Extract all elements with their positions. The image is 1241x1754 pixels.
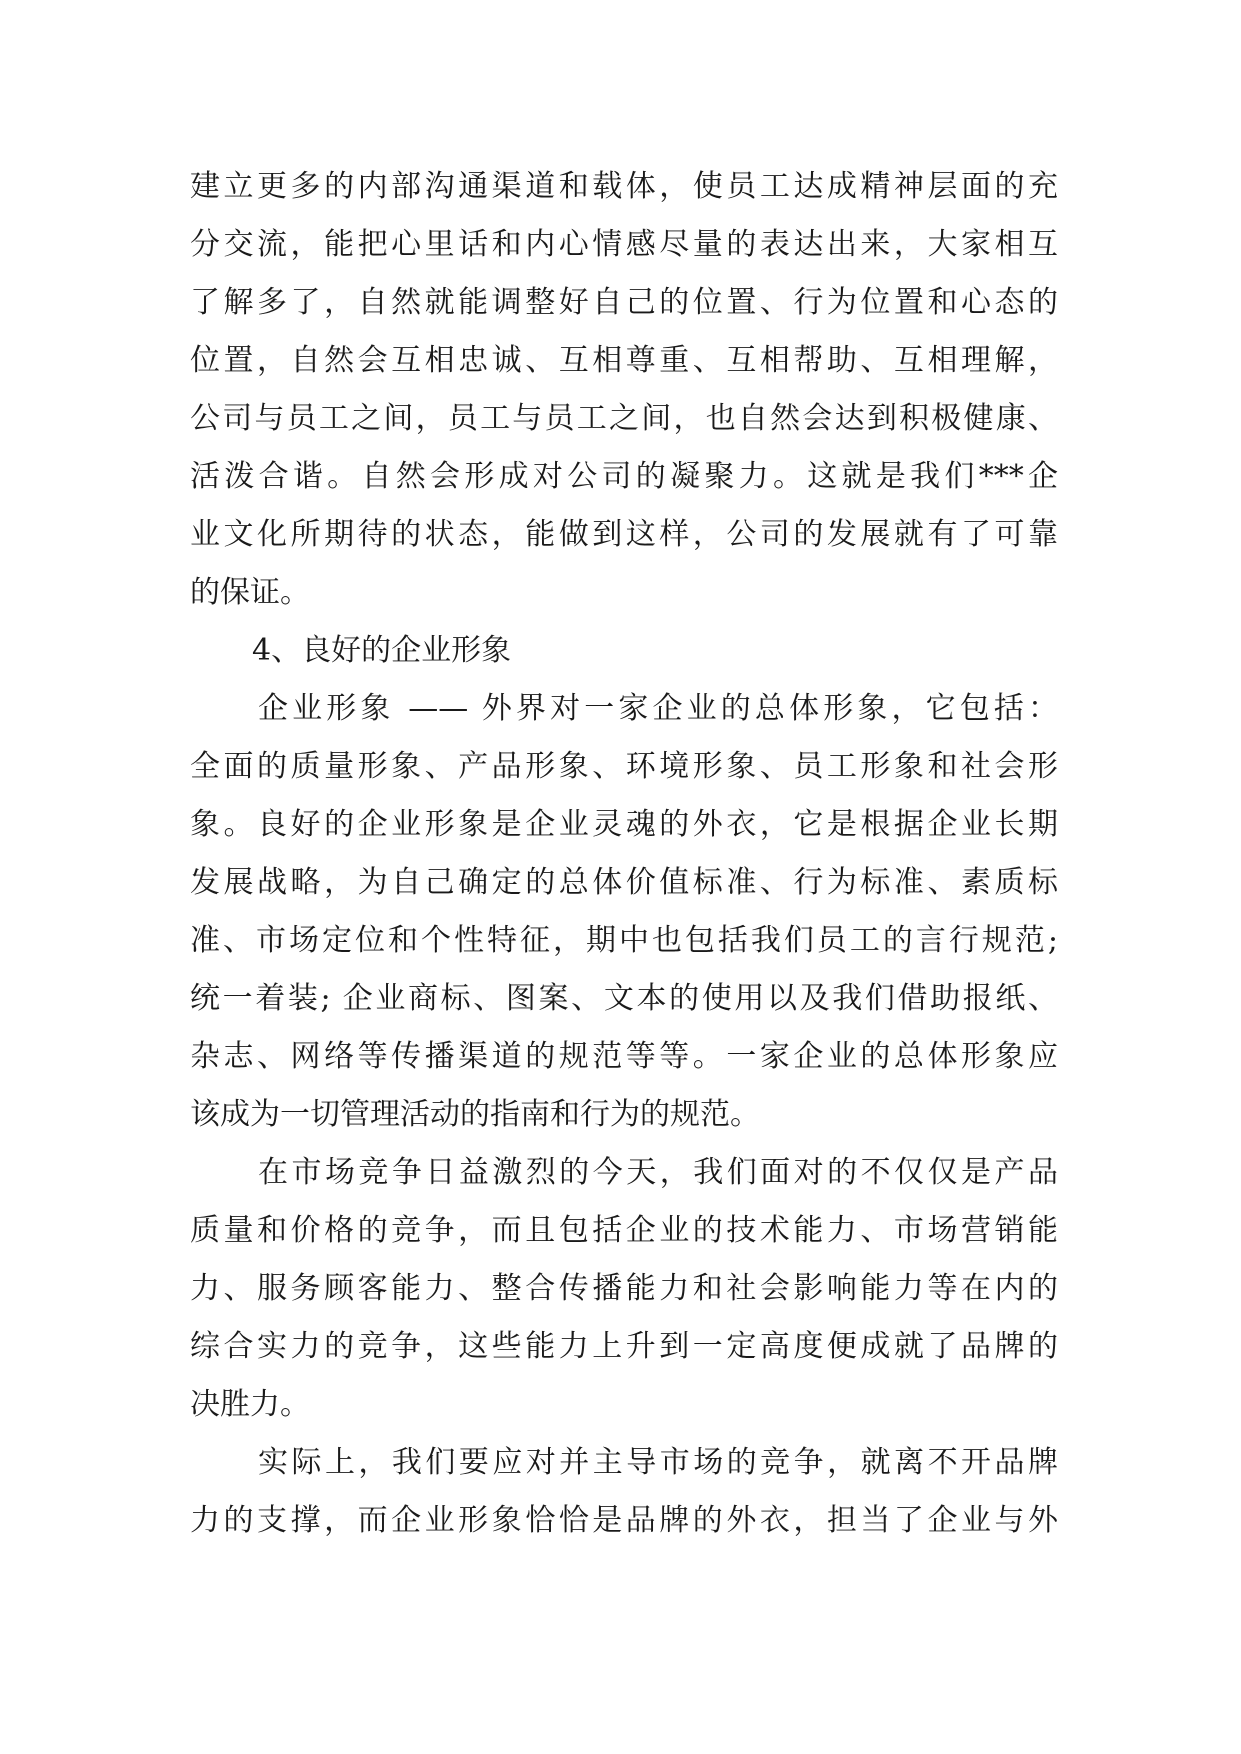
text-line-4: 位置，自然会互相忠诚、互相尊重、互相帮助、互相理解， [190, 343, 1058, 378]
text-line-7: 业文化所期待的状态，能做到这样，公司的发展就有了可靠 [190, 517, 1058, 552]
text-line-11: 全面的质量形象、产品形象、环境形象、员工形象和社会形 [190, 749, 1058, 784]
text-line-24: 力的支撑，而企业形象恰恰是品牌的外衣，担当了企业与外 [190, 1503, 1058, 1538]
text-line-3: 了解多了，自然就能调整好自己的位置、行为位置和心态的 [190, 285, 1058, 320]
text-line-17: 该成为一切管理活动的指南和行为的规范。 [190, 1097, 760, 1132]
text-line-12: 象。良好的企业形象是企业灵魂的外衣，它是根据企业长期 [190, 807, 1058, 842]
text-line-14: 准、市场定位和个性特征，期中也包括我们员工的言行规范; [190, 923, 1058, 958]
text-line-23: 实际上，我们要应对并主导市场的竞争，就离不开品牌 [258, 1445, 1058, 1480]
text-line-13: 发展战略，为自己确定的总体价值标准、行为标准、素质标 [190, 865, 1058, 900]
section-heading: 4、良好的企业形象 [252, 633, 512, 668]
text-line-8: 的保证。 [190, 575, 310, 610]
text-line-1: 建立更多的内部沟通渠道和载体，使员工达成精神层面的充 [190, 169, 1058, 204]
text-line-22: 决胜力。 [190, 1387, 310, 1422]
text-line-10: 企业形象 —— 外界对一家企业的总体形象，它包括： [258, 691, 1058, 726]
text-line-21: 综合实力的竞争，这些能力上升到一定高度便成就了品牌的 [190, 1329, 1058, 1364]
text-line-15: 统一着装; 企业商标、图案、文本的使用以及我们借助报纸、 [190, 981, 1058, 1016]
text-line-20: 力、服务顾客能力、整合传播能力和社会影响能力等在内的 [190, 1271, 1058, 1306]
text-line-19: 质量和价格的竞争，而且包括企业的技术能力、市场营销能 [190, 1213, 1058, 1248]
text-line-2: 分交流，能把心里话和内心情感尽量的表达出来，大家相互 [190, 227, 1058, 262]
document-body [190, 158, 1058, 1550]
text-line-6: 活泼合谐。自然会形成对公司的凝聚力。这就是我们***企 [190, 459, 1058, 494]
text-line-5: 公司与员工之间，员工与员工之间，也自然会达到积极健康、 [190, 401, 1058, 436]
text-line-18: 在市场竞争日益激烈的今天，我们面对的不仅仅是产品 [258, 1155, 1058, 1190]
text-line-16: 杂志、网络等传播渠道的规范等等。一家企业的总体形象应 [190, 1039, 1058, 1074]
